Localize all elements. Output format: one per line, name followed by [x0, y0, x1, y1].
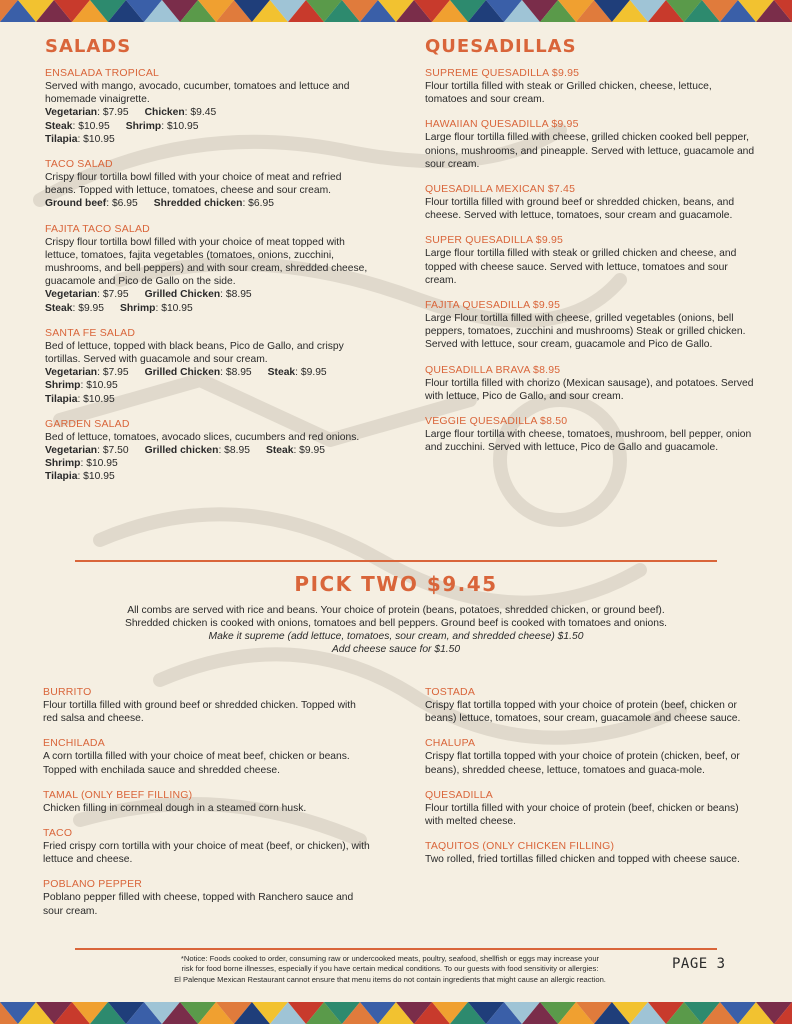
item-name: ENSALADA TROPICAL — [45, 67, 160, 79]
price-option: Shredded chicken: $6.95 — [153, 198, 274, 210]
menu-item — [425, 364, 755, 403]
item-description: Flour tortilla filled with ground beef or shredded chicken, beans, and cheese. Served with lettuce, tomatoes, sour cream and guacamole. — [425, 197, 735, 222]
item-name: ENCHILADA — [43, 737, 105, 750]
price-row — [45, 470, 375, 483]
price-option: Vegetarian: $7.50 — [45, 445, 129, 457]
item-name: FAJITA TACO SALAD — [45, 222, 150, 235]
price-label: Vegetarian — [45, 367, 98, 379]
price-label: Shrimp — [125, 120, 162, 132]
price-value: $8.95 — [225, 289, 252, 301]
price-label: Tilapia — [45, 471, 78, 483]
price-label: Tilapia — [45, 133, 78, 145]
price-option: Chicken: $9.45 — [144, 107, 217, 119]
price-value: $7.95 — [102, 107, 129, 119]
item-description: Crispy flour tortilla bowl filled with your choice of meat topped with lettuce, tomatoes, fajita vegetables (tomatoes, onions, zucchini, mushrooms, and bell peppers) and with sour cream, shredded cheese, guacamole and Pico de Gallo on the side. — [45, 236, 368, 288]
quesadillas-title: QUESADILLAS — [425, 36, 577, 57]
price-option: Tilapia: $10.95 — [45, 471, 115, 483]
item-name: BURRITO — [43, 686, 92, 698]
menu-item — [425, 183, 755, 222]
price-row — [45, 133, 375, 146]
menu-item — [43, 737, 373, 776]
item-description: Bed of lettuce, topped with black beans, Pico de Gallo, and crispy tortillas. Served with guacamole and sour cream. — [45, 340, 344, 366]
price-option: Steak: $9.95 — [267, 367, 327, 379]
salads-title: SALADS — [45, 36, 132, 57]
price-label: Shrimp — [45, 380, 81, 392]
item-name: FAJITA QUESADILLA $9.95 — [425, 299, 561, 312]
price-option: Tilapia: $10.95 — [45, 393, 115, 405]
item-description: Two rolled, fried tortillas filled chicken and topped with cheese sauce. — [425, 854, 740, 866]
price-row — [45, 393, 375, 406]
menu-item — [425, 840, 755, 866]
menu-item — [425, 118, 755, 171]
price-label: Tilapia — [45, 393, 78, 405]
price-row — [45, 457, 375, 470]
price-option: Vegetarian: $7.95 — [45, 367, 129, 379]
allergy-notice — [120, 954, 660, 985]
item-description: Flour tortilla filled with chorizo (Mexican sausage), and potatoes. Served with lettuce, Pico de Gallo, and sour cream. — [425, 377, 754, 402]
menu-item — [425, 234, 755, 287]
menu-item — [43, 686, 373, 725]
price-value: $10.95 — [86, 458, 118, 470]
pick-two-right-list — [425, 686, 755, 878]
price-option: Grilled Chicken: $8.95 — [144, 289, 252, 301]
price-value: $7.50 — [102, 445, 129, 457]
item-name: SUPER QUESADILLA $9.95 — [425, 234, 564, 247]
price-value: $6.95 — [248, 198, 274, 210]
price-label: Steak — [267, 367, 296, 379]
menu-item — [45, 418, 375, 484]
item-name: QUESADILLA — [425, 788, 493, 801]
salads-section — [45, 36, 375, 496]
item-name: SUPREME QUESADILLA $9.95 — [425, 67, 580, 79]
price-value: $9.95 — [299, 445, 325, 457]
item-description: Flour tortilla filled with your choice of protein (beef, chicken or beans) with melted cheese. — [425, 802, 739, 828]
item-description: Flour tortilla filled with ground beef or shredded chicken. Topped with red salsa and cheese. — [43, 700, 356, 725]
menu-item — [425, 737, 755, 776]
menu-item — [425, 789, 755, 828]
item-description: Large flour tortilla filled with cheese, grilled chicken cooked bell pepper, onions, mushrooms, and pineapple. Served with lettuce, guacamole and sour cream. — [425, 132, 755, 170]
item-description: Poblano pepper filled with cheese, topped with Ranchero sauce and sour cream. — [43, 892, 354, 917]
price-label: Chicken — [144, 107, 185, 119]
price-value: $8.95 — [224, 445, 250, 457]
price-value: $9.45 — [190, 107, 217, 119]
price-list — [45, 197, 375, 210]
menu-item — [45, 158, 375, 211]
price-row — [45, 106, 375, 119]
menu-item — [43, 827, 373, 866]
price-row — [45, 444, 375, 457]
price-option: Steak: $9.95 — [45, 302, 104, 314]
price-value: $10.95 — [161, 302, 193, 314]
pick-two-cheese-note: Add cheese sauce for $1.50 — [331, 644, 461, 655]
price-label: Steak — [45, 302, 73, 314]
item-name: QUESADILLA BRAVA $8.95 — [425, 363, 561, 376]
item-name: SANTA FE SALAD — [45, 326, 136, 339]
price-label: Steak — [265, 445, 294, 457]
price-label: Vegetarian — [45, 107, 98, 119]
price-label: Vegetarian — [45, 445, 98, 457]
price-value: $6.95 — [111, 198, 138, 210]
item-description: Served with mango, avocado, cucumber, tomatoes and lettuce and homemade vinaigrette. — [45, 81, 350, 106]
price-row — [45, 379, 375, 392]
price-label: Shredded chicken — [153, 198, 243, 210]
menu-item — [425, 67, 755, 106]
item-name: GARDEN SALAD — [45, 417, 130, 430]
price-row — [45, 197, 375, 210]
notice-line: *Notice: Foods cooked to order, consuming raw or undercooked meats, poultry, seafood, shellfish or eggs may increase your — [180, 954, 600, 963]
item-description: Crispy flat tortilla topped with your choice of protein (chicken, beef, or beans), shredded cheese, lettuce, tomatoes and guaca-mole. — [425, 751, 740, 776]
menu-item — [45, 67, 375, 146]
price-value: $10.95 — [78, 120, 110, 132]
price-value: $10.95 — [83, 393, 115, 405]
item-name: CHALUPA — [425, 737, 476, 750]
item-name: HAWAIIAN QUESADILLA $9.95 — [425, 118, 579, 131]
item-description: Large Flour tortilla filled with cheese, grilled vegetables (onions, bell peppers, tomatoes, zucchini and mushrooms) Steak or grilled chicken. Served with lettuce, sour cream, guacamole and Pico de Gallo. — [425, 313, 746, 351]
price-list — [45, 106, 375, 146]
item-description: Crispy flat tortilla topped with your choice of protein (beef, chicken or beans) lettuce, tomatoes, sour cream, guacamole and cheese sauce. — [425, 700, 741, 725]
item-name: TAQUITOS (ONLY CHICKEN FILLING) — [425, 840, 615, 853]
pick-two-title: PICK TWO $9.45 — [294, 572, 498, 596]
price-row — [45, 120, 375, 133]
notice-line: risk for food borne illnesses, especially if you have certain medical conditions. To our guests with food sensitivity or allergies: — [181, 964, 599, 974]
price-label: Grilled chicken — [144, 445, 219, 457]
item-description: Large flour tortilla with cheese, tomatoes, mushroom, bell pepper, onion and zucchini. Served with lettuce, Pico de Gallo and guacamole. — [425, 429, 752, 454]
item-name: TAMAL (ONLY BEEF FILLING) — [43, 788, 193, 801]
price-option: Shrimp: $10.95 — [45, 380, 118, 392]
menu-item — [425, 686, 755, 725]
menu-item — [43, 789, 373, 815]
zigzag-pattern-icon — [0, 0, 792, 22]
item-description: Large flour tortilla filled with steak or grilled chicken and cheese, and topped with cheese sauce. Served with lettuce, tomatoes and sour cream. — [425, 248, 737, 286]
item-description: Flour tortilla filled with steak or Grilled chicken, cheese, lettuce, tomatoes and sour cream. — [425, 81, 712, 106]
zigzag-pattern-icon — [0, 1002, 792, 1024]
price-option: Vegetarian: $7.95 — [45, 289, 129, 301]
price-row — [45, 302, 375, 315]
page-number: PAGE 3 — [672, 956, 726, 972]
price-label: Vegetarian — [45, 289, 98, 301]
price-value: $9.95 — [78, 302, 104, 314]
price-label: Shrimp — [120, 302, 156, 314]
menu-item — [45, 327, 375, 406]
price-value: $10.95 — [83, 471, 115, 483]
menu-item — [43, 878, 373, 917]
price-option: Tilapia: $10.95 — [45, 133, 115, 145]
price-value: $10.95 — [83, 133, 115, 145]
quesadillas-list — [425, 67, 755, 454]
item-description: Chicken filling in cornmeal dough in a steamed corn husk. — [43, 802, 307, 814]
menu-item — [425, 299, 755, 352]
item-name: VEGGIE QUESADILLA $8.50 — [425, 415, 568, 428]
price-option: Steak: $9.95 — [265, 445, 325, 457]
price-value: $7.95 — [102, 367, 129, 379]
price-option: Shrimp: $10.95 — [45, 458, 118, 470]
salads-list — [45, 67, 375, 484]
price-list — [45, 288, 375, 314]
item-name: POBLANO PEPPER — [43, 878, 143, 891]
price-option: Grilled chicken: $8.95 — [144, 445, 250, 457]
price-value: $8.95 — [225, 367, 252, 379]
price-list — [45, 366, 375, 406]
price-label: Grilled Chicken — [144, 367, 221, 379]
item-name: QUESADILLA MEXICAN $7.45 — [425, 183, 576, 196]
section-divider — [75, 560, 717, 562]
price-label: Grilled Chicken — [144, 289, 221, 301]
item-description: A corn tortilla filled with your choice of meat beef, chicken or beans. Topped with enchilada sauce and shredded cheese. — [43, 751, 350, 776]
price-row — [45, 288, 375, 301]
price-value: $9.95 — [300, 367, 327, 379]
price-option: Shrimp: $10.95 — [125, 120, 199, 132]
item-name: TACO SALAD — [45, 158, 113, 171]
item-name: TOSTADA — [425, 686, 476, 698]
menu-item — [425, 415, 755, 454]
price-option: Steak: $10.95 — [45, 120, 110, 132]
item-name: TACO — [43, 827, 73, 840]
item-description: Crispy flour tortilla bowl filled with your choice of meat and refried beans. Topped with lettuce, tomatoes, cheese and sour cream. — [45, 172, 342, 197]
pick-two-supreme-note: Make it supreme (add lettuce, tomatoes, sour cream, and shredded cheese) $1.50 — [208, 631, 584, 642]
price-list — [45, 444, 375, 484]
quesadillas-section — [425, 36, 755, 466]
pick-two-left-list — [43, 686, 373, 930]
price-label: Steak — [45, 120, 73, 132]
item-description: Fried crispy corn tortilla with your choice of meat (beef, or chicken), with lettuce and cheese. — [43, 841, 370, 866]
price-value: $10.95 — [166, 120, 199, 132]
pick-two-info-line: Shredded chicken is cooked with onions, tomatoes and bell peppers. Ground beef is cooked with tomatoes and onions. — [124, 618, 668, 629]
price-option: Grilled Chicken: $8.95 — [144, 367, 252, 379]
price-option: Shrimp: $10.95 — [120, 302, 193, 314]
footer-divider — [75, 948, 717, 950]
price-row — [45, 366, 375, 379]
bottom-pattern-band — [0, 1002, 792, 1024]
price-value: $10.95 — [86, 380, 118, 392]
price-label: Shrimp — [45, 458, 81, 470]
item-description: Bed of lettuce, tomatoes, avocado slices, cucumbers and red onions. — [45, 431, 360, 443]
pick-two-header — [0, 572, 792, 656]
price-label: Ground beef — [45, 198, 107, 210]
price-option: Vegetarian: $7.95 — [45, 107, 129, 119]
top-pattern-band — [0, 0, 792, 22]
notice-line: El Palenque Mexican Restaurant cannot ensure that menu items do not contain ingredients that might cause an allergic reaction. — [174, 974, 606, 984]
pick-two-info-line: All combs are served with rice and beans. Your choice of protein (beans, potatoes, shredded chicken, or ground beef). — [127, 605, 665, 616]
menu-item — [45, 223, 375, 315]
price-value: $7.95 — [102, 289, 129, 301]
price-option: Ground beef: $6.95 — [45, 198, 138, 210]
